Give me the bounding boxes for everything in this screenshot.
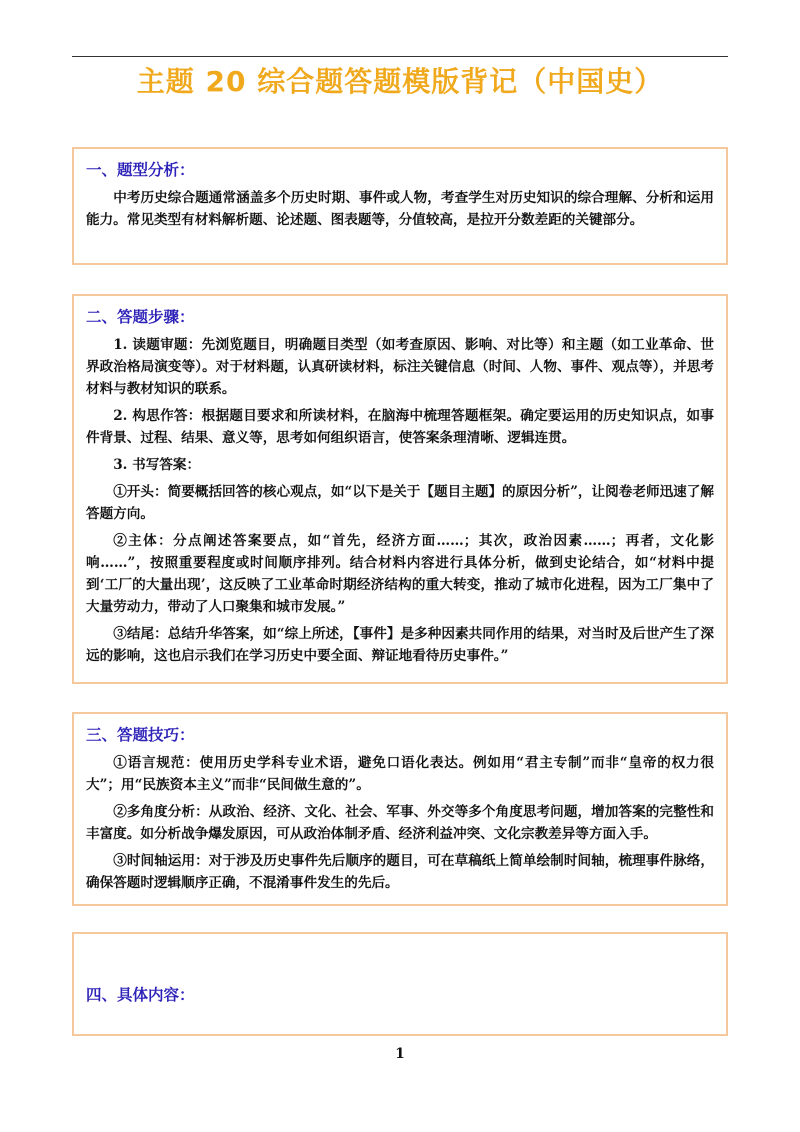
- section-question-type-analysis: [72, 147, 728, 265]
- section-paragraph: ①开头：简要概括回答的核心观点，如“以下是关于【题目主题】的原因分析”，让阅卷老师迅速了解答题方向。: [86, 484, 714, 522]
- section-paragraph: 中考历史综合题通常涵盖多个历史时期、事件或人物，考查学生对历史知识的综合理解、分析和运用能力。常见类型有材料解析题、论述题、图表题等，分值较高，是拉开分数差距的关键部分。: [86, 190, 714, 228]
- section-paragraph: ①语言规范：使用历史学科专业术语，避免口语化表达。例如用“君主专制”而非“皇帝的权力很大”；用“民族资本主义”而非“民间做生意的”。: [86, 755, 714, 793]
- section-paragraph: ②多角度分析：从政治、经济、文化、社会、军事、外交等多个角度思考问题，增加答案的完整性和丰富度。如分析战争爆发原因，可从政治体制矛盾、经济利益冲突、文化宗教差异等方面入手。: [86, 804, 714, 842]
- section-paragraph: 1. 读题审题：先浏览题目，明确题目类型（如考查原因、影响、对比等）和主题（如工业革命、世界政治格局演变等）。对于材料题，认真研读材料，标注关键信息（时间、人物、事件、观点等），并思考材料与教材知识的联系。: [86, 337, 714, 397]
- section-paragraph: 2. 构思作答：根据题目要求和所读材料，在脑海中梳理答题框架。确定要运用的历史知识点，如事件背景、过程、结果、意义等，思考如何组织语言，使答案条理清晰、逻辑连贯。: [86, 408, 714, 446]
- section-answer-steps: [72, 294, 728, 684]
- section-paragraph: 3. 书写答案：: [113, 457, 201, 473]
- section-paragraph: ③时间轴运用：对于涉及历史事件先后顺序的题目，可在草稿纸上简单绘制时间轴，梳理事件脉络，确保答题时逻辑顺序正确，不混淆事件发生的先后。: [86, 853, 714, 891]
- section-heading: 四、具体内容：: [86, 985, 195, 1004]
- section-paragraph: ③结尾：总结升华答案，如“综上所述，【事件】是多种因素共同作用的结果，对当时及后世产生了深远的影响，这也启示我们在学习历史中要全面、辩证地看待历史事件。”: [86, 626, 714, 664]
- top-rule: [72, 56, 728, 57]
- page-title: 主题 20 综合题答题模版背记（中国史）: [136, 65, 664, 98]
- section-specific-content: [72, 932, 728, 1036]
- section-paragraph: ②主体：分点阐述答案要点，如“首先，经济方面……；其次，政治因素……；再者，文化影响……”，按照重要程度或时间顺序排列。结合材料内容进行具体分析，做到史论结合，如“材料中提到‘工厂的大量出现’，这反映了工业革命时期经济结构的重大转变，推动了城市化进程，因为工厂集中了大量劳动力，带动了人口聚集和城市发展。”: [86, 533, 714, 615]
- page-number: 1: [395, 1046, 405, 1062]
- section-heading: 二、答题步骤：: [86, 307, 195, 326]
- section-heading: 一、题型分析：: [86, 160, 195, 179]
- section-heading: 三、答题技巧：: [86, 725, 195, 744]
- section-answer-tips: [72, 712, 728, 906]
